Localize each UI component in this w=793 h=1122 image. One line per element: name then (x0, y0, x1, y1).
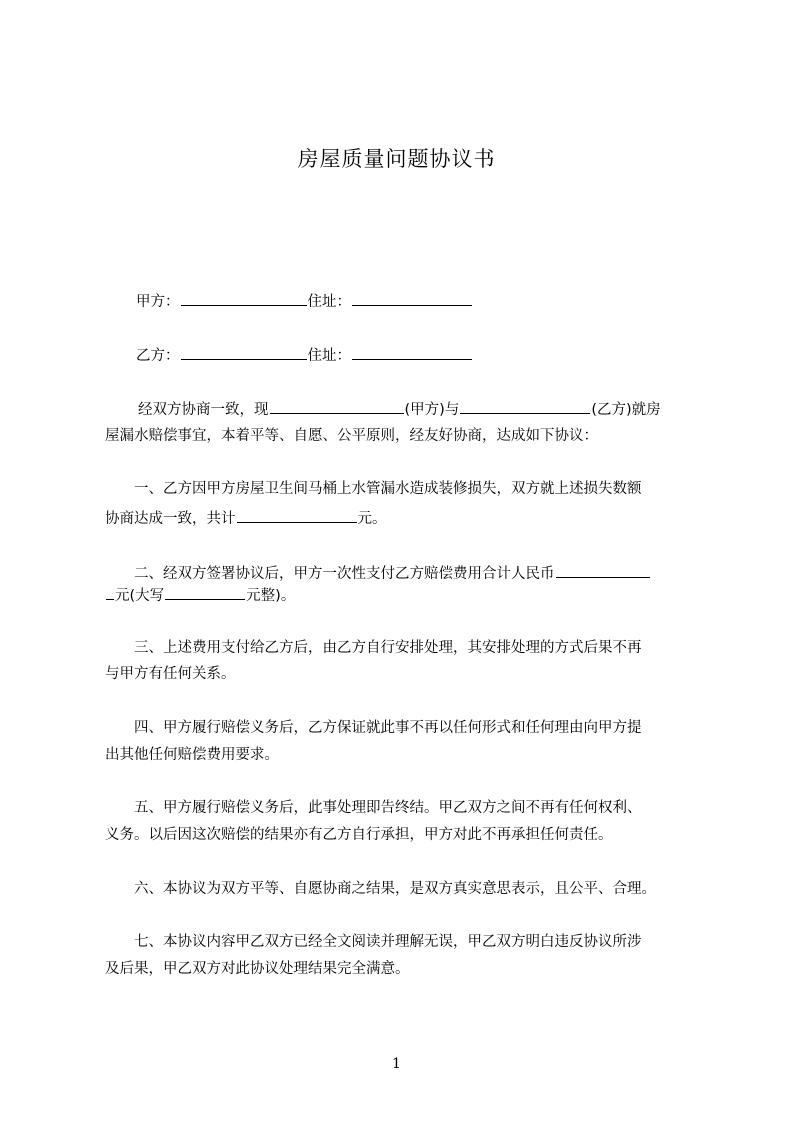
party-b-label: 乙方： (136, 348, 180, 364)
intro-line-1 (138, 398, 748, 420)
clause-3-line-1: 三、上述费用支付给乙方后，由乙方自行安排处理，其安排处理的方式后果不再 (134, 640, 642, 656)
intro-text-3: (乙方)就房 (591, 402, 661, 418)
clause-7-line-2: 及后果，甲乙双方对此协议处理结果完全满意。 (105, 961, 410, 977)
clause-5-line-2: 义务。以后因这次赔偿的结果亦有乙方自行承担，甲方对此不再承担任何责任。 (105, 827, 613, 843)
clause-2-line-1 (134, 562, 744, 584)
party-a-address-blank (352, 290, 472, 306)
page-number: 1 (392, 1056, 401, 1072)
clause-1-line-1: 一、乙方因甲方房屋卫生间马桶上水管漏水造成装修损失，双方就上述损失数额 (134, 481, 642, 497)
clause-2-amount-blank (556, 562, 650, 578)
clause-5-line-1: 五、甲方履行赔偿义务后，此事处理即告终结。甲乙双方之间不再有任何权利、 (134, 800, 642, 816)
party-b-name-blank (181, 344, 307, 360)
clause-3-line-2: 与甲方有任何关系。 (105, 666, 236, 682)
clause-7-line-1: 七、本协议内容甲乙双方已经全文阅读并理解无误，甲乙双方明白违反协议所涉 (134, 934, 642, 950)
clause-1-line-2 (105, 507, 715, 529)
party-a-line (136, 290, 746, 312)
clause-2-capital-blank (165, 584, 245, 600)
clause-6-line-1: 六、本协议为双方平等、自愿协商之结果，是双方真实意思表示，且公平、合理。 (134, 881, 656, 897)
party-a-label: 甲方： (136, 294, 180, 310)
intro-line-2: 屋漏水赔偿事宜，本着平等、自愿、公平原则，经友好协商，达成如下协议： (105, 428, 598, 444)
party-b-line (136, 344, 746, 366)
clause-2-text: 二、经双方签署协议后，甲方一次性支付乙方赔偿费用合计人民币 (134, 566, 555, 582)
clause-1-text-b: 元。 (357, 511, 387, 527)
clause-2-text-a: 元(大写 (115, 588, 165, 604)
party-a-address-label: 住址： (307, 294, 351, 310)
intro-text-1: 经双方协商一致，现 (138, 402, 269, 418)
clause-2-line-2 (105, 584, 715, 606)
clause-4-line-2: 出其他任何赔偿费用要求。 (105, 747, 279, 763)
clause-4-line-1: 四、甲方履行赔偿义务后，乙方保证就此事不再以任何形式和任何理由向甲方提 (134, 720, 642, 736)
clause-1-text-a: 协商达成一致，共计 (105, 511, 236, 527)
intro-party-b-blank (460, 398, 590, 414)
clause-1-amount-blank (237, 507, 357, 523)
intro-party-a-blank (270, 398, 404, 414)
party-b-address-blank (352, 344, 472, 360)
clause-2-amount-blank-cont (106, 584, 114, 600)
party-a-name-blank (181, 290, 307, 306)
party-b-address-label: 住址： (307, 348, 351, 364)
intro-text-2: (甲方)与 (404, 402, 460, 418)
document-title: 房屋质量问题协议书 (297, 147, 496, 171)
clause-2-text-b: 元整)。 (246, 588, 296, 604)
